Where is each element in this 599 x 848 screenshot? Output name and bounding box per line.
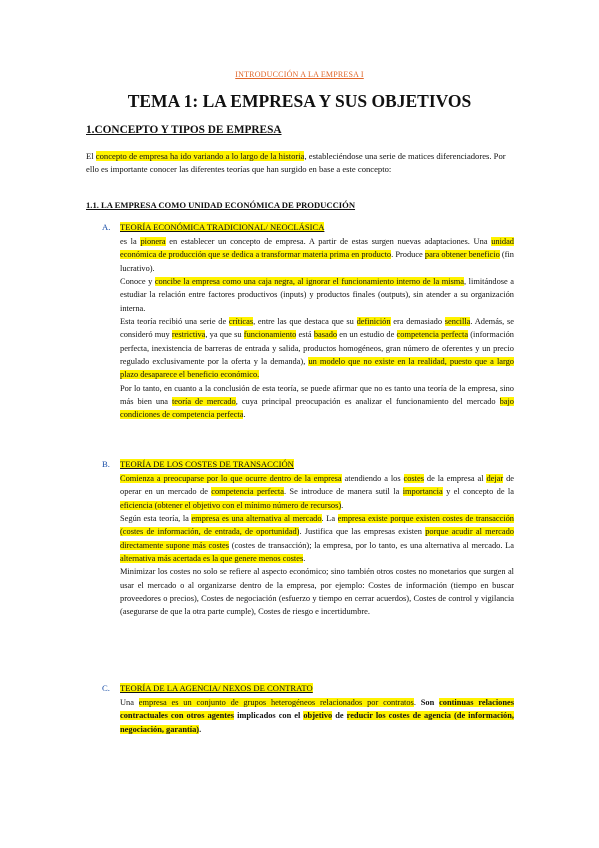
item-letter: C. [102,683,110,693]
text: . Además, se consideró muy [120,317,514,340]
paragraph [120,235,514,275]
text: . [303,554,306,564]
bold-text: implicados con el [234,711,304,721]
text: , cuya principal preocupación es analizar el funcionamiento del mercado [235,397,500,407]
highlight: definición [356,317,391,327]
paragraph [120,565,514,618]
bold-text: . [199,724,202,734]
text: . Produce [391,250,425,260]
highlight: costes [403,474,424,483]
highlight: porque acudir al mercado directamente supone más costes [120,527,514,550]
bold-highlight: continuas relaciones contractuales con otros agentes [120,698,514,721]
highlight: Comienza a preocuparse por lo que ocurre dentro de la empresa [120,474,342,483]
text: está [296,330,314,340]
highlight: empresa es un conjunto de grupos heterogéneos relacionados por contratos [138,698,414,707]
item-body-b [120,472,514,619]
item-heading-a [102,222,324,232]
text: . [341,500,344,510]
text: Según esta teoría, la [120,514,192,524]
item-body-c [120,696,514,736]
text: (costes de transacción); la empresa, por lo tanto, es una alternativa al mercado. La [229,540,514,550]
text: . [413,698,421,707]
highlight: empresa existe porque existen costes de transacción (costes de información, de entrada, de oportunidad) [120,514,514,537]
highlight: teoría de mercado [171,397,236,407]
text: Una [120,698,139,707]
text: (fin lucrativo). [120,250,514,273]
highlight: competencia perfecta [396,330,469,340]
highlight: bajo condiciones de competencia perfecta [120,397,514,420]
bold-text: de [332,711,347,721]
text: . Se introduce de manera sutil la [283,487,403,497]
text: de la empresa al [423,474,487,483]
highlight: concepto de empresa ha ido variando a lo largo de la historia [95,151,305,161]
highlight: empresa es una alternativa al mercado [191,514,322,524]
highlight: alternativa más acertada es la que genere menos costes [120,554,304,564]
highlight: funcionamiento [243,330,297,340]
running-header: INTRODUCCIÓN A LA EMPRESA I [235,70,364,79]
text: Conoce y [120,277,155,287]
text: , limitándose a estudiar la relación entre factores productivos (inputs) y productos finales (outputs), sin atender a su organización interna. [120,277,514,313]
highlight: dejar [486,474,504,483]
paragraph [120,382,514,422]
intro-text: El [86,151,96,161]
highlight: pionera [140,237,166,246]
bold-text: Son [420,698,440,707]
highlight: para obtener beneficio [424,250,500,260]
bold-highlight: reducir los costes de agencia (de información, negociación, garantía) [120,711,515,734]
item-letter: A. [102,222,111,232]
intro-paragraph [86,150,514,177]
text: es la [120,237,141,246]
highlight: competencia perfecta [211,487,284,497]
text: Por lo tanto, en cuanto a la conclusión de esta teoría, se puede afirmar que no es tanto una teoría de la empresa, sino más bien una [120,383,514,407]
paragraph [120,472,514,512]
text: , ya que su [205,330,244,340]
paragraph [120,275,514,315]
highlight: importancia [402,487,443,497]
highlight: restrictiva [171,330,206,340]
highlight: críticas [228,317,254,327]
page-title: TEMA 1: LA EMPRESA Y SUS OBJETIVOS [127,91,472,111]
item-body-a [120,235,514,422]
highlight: sencilla [444,317,471,327]
highlight: unidad económica de producción que se dedica a transformar materia prima en producto [120,237,514,260]
text: (información perfecta, inexistencia de barreras de entrada y salida, productos homogéneos, gran número de oferentes y un precio regulado exclusivamente por la oferta y la demanda), [120,330,514,367]
text: . Justifica que las empresas existen [299,527,426,537]
item-label: TEORÍA DE LOS COSTES DE TRANSACCIÓN [120,459,294,469]
text: en un estudio de [337,330,397,340]
highlight: un modelo que no existe en la realidad, puesto que a largo plazo desaparece el beneficio económico. [120,357,514,380]
bold-highlight: objetivo [303,711,333,721]
paragraph [120,512,514,565]
text: , entre las que destaca que su [253,317,357,327]
paragraph [120,696,514,736]
text: de operar en un mercado de [120,474,515,497]
subsection-heading: 1.1. LA EMPRESA COMO UNIDAD ECONÓMICA DE PRODUCCIÓN [86,200,356,210]
text: en establecer un concepto de empresa. A partir de estas surgen nuevas adaptaciones. Una [165,237,492,246]
highlight: basado [313,330,338,340]
text: era demasiado [390,317,445,327]
intro-text: , estableciéndose una serie de matices diferenciadores. Por ello es importante conocer las diferentes teorías que han surgido en base a este concepto: [86,151,506,175]
highlight: concibe la empresa como una caja negra, al ignorar el funcionamiento interno de la misma [154,277,465,287]
text: y el concepto de la [442,487,514,497]
text: . [243,410,246,420]
section-heading: 1.CONCEPTO Y TIPOS DE EMPRESA [86,124,282,136]
paragraph [120,315,514,382]
text: Esta teoría recibió una serie de [120,317,229,327]
item-label: TEORÍA ECONÓMICA TRADICIONAL/ NEOCLÁSICA [120,222,325,232]
item-heading-b [102,459,294,469]
text: Minimizar los costes no solo se refiere al aspecto económico; sino también otros costes no monetarios que surgen al usar el mercado o al organizarse dentro de la empresa, por ejemplo: Costes de información (tiempo en buscar proveedores o precios), Costes de negociación (esfuerzo y tiempo en cerrar acuerdos), Costes de control y vigilancia (asegurarse de que la otra parte cumple), Costes de riesgo e incertidumbre. [120,567,514,617]
item-letter: B. [102,459,110,469]
text: . La [321,514,338,524]
highlight: eficiencia (obtener el objetivo con el mínimo número de recursos) [120,500,342,510]
item-heading-c [102,683,313,693]
item-label: TEORÍA DE LA AGENCIA/ NEXOS DE CONTRATO [120,683,313,693]
text: atendiendo a los [341,474,404,483]
